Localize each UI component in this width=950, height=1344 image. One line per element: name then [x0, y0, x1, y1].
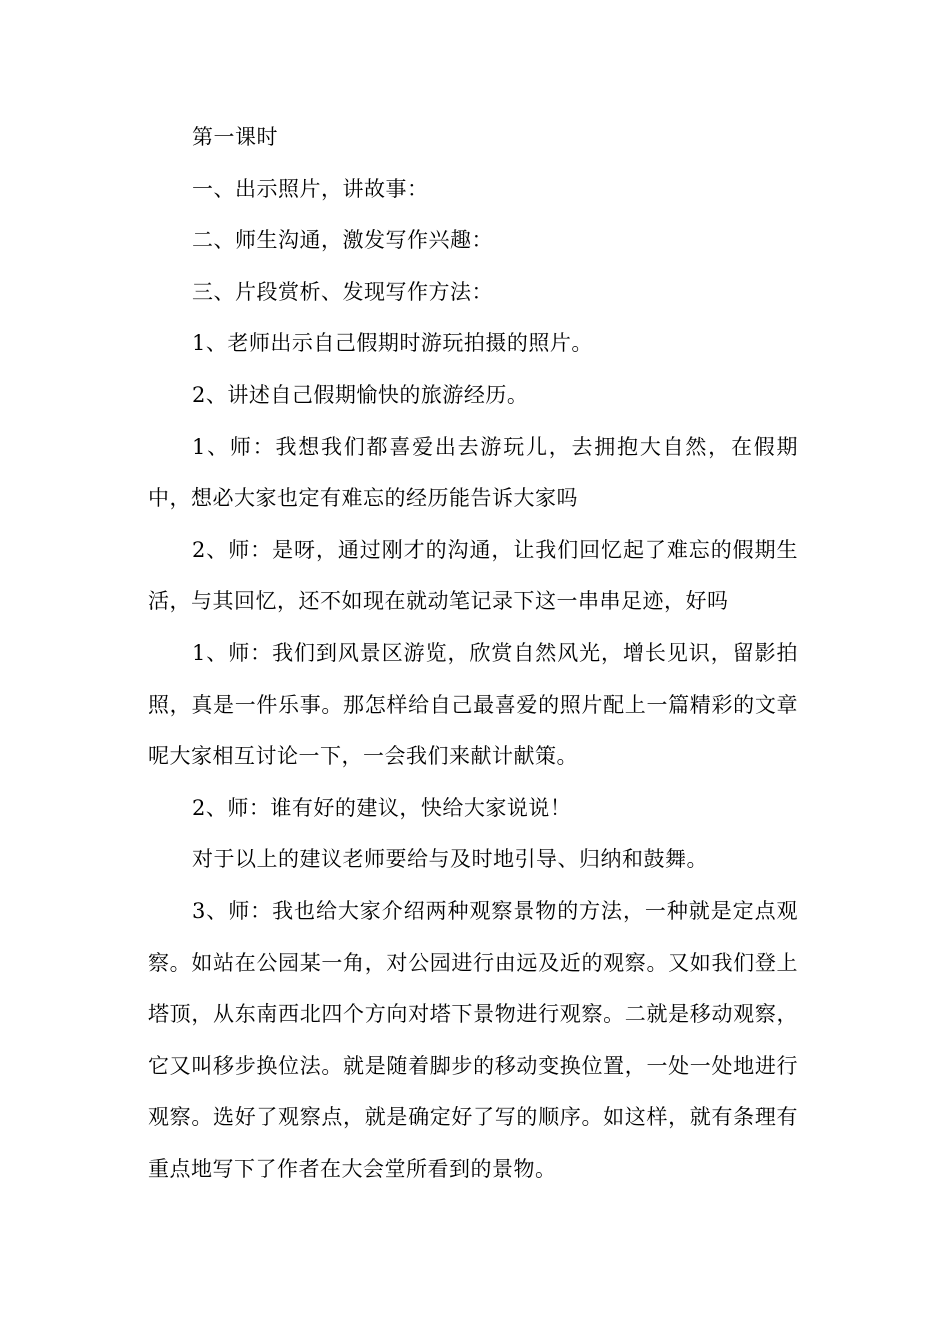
document-body [148, 112, 798, 1195]
section-heading-3: 三、片段赏析、发现写作方法： [192, 279, 493, 304]
paragraph: 3、师：我也给大家介绍两种观察景物的方法，一种就是定点观察。如站在公园某一角，对公园进行由远及近的观察。又如我们登上塔顶，从东南西北四个方向对塔下景物进行观察。二就是移动观察，它又叫移步换位法。就是随着脚步的移动变换位置，一处一处地进行观察。选好了观察点，就是确定好了写的顺序。如这样，就有条理有重点地写下了作者在大会堂所看到的景物。 [148, 898, 798, 1181]
paragraph: 1、师：我想我们都喜爱出去游玩儿，去拥抱大自然，在假期中，想必大家也定有难忘的经历能告诉大家吗 [148, 434, 798, 511]
paragraph: 2、讲述自己假期愉快的旅游经历。 [192, 382, 529, 407]
lesson-title: 第一课时 [192, 125, 278, 149]
section-heading-1: 一、出示照片，讲故事： [192, 176, 429, 201]
paragraph: 2、师：谁有好的建议，快给大家说说！ [192, 795, 572, 820]
paragraph: 1、老师出示自己假期时游玩拍摄的照片。 [192, 331, 593, 356]
paragraph: 1、师：我们到风景区游览，欣赏自然风光，增长见识，留影拍照，真是一件乐事。那怎样给自己最喜爱的照片配上一篇精彩的文章呢大家相互讨论一下，一会我们来献计献策。 [148, 640, 798, 769]
paragraph: 对于以上的建议老师要给与及时地引导、归纳和鼓舞。 [192, 847, 708, 872]
section-heading-2: 二、师生沟通，激发写作兴趣： [192, 228, 493, 253]
paragraph: 2、师：是呀，通过刚才的沟通，让我们回忆起了难忘的假期生活，与其回忆，还不如现在就动笔记录下这一串串足迹，好吗 [148, 537, 798, 614]
